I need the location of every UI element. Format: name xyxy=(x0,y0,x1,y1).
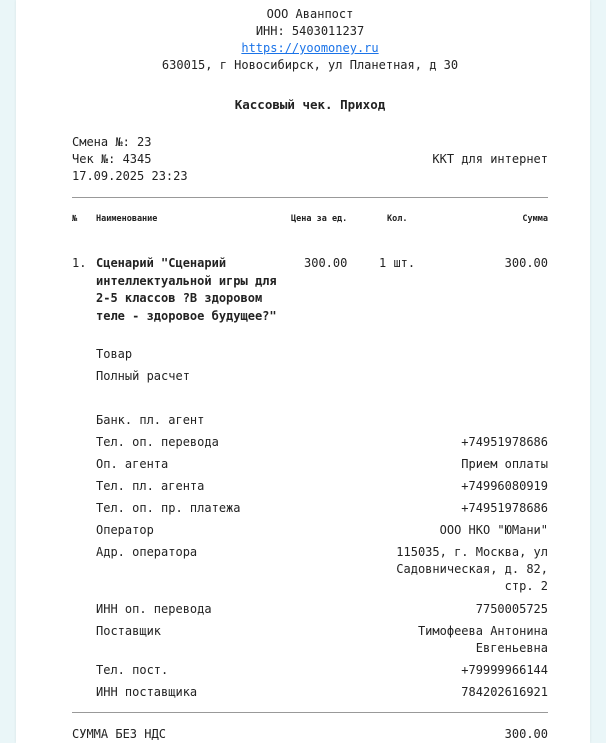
total-no-vat-value: 300.00 xyxy=(504,727,548,741)
supplier-name-line: Тимофеева Антонина xyxy=(417,624,548,638)
supplier-name-line: Евгеньевна xyxy=(475,641,548,655)
col-price: Цена за ед. xyxy=(291,214,348,224)
item-sum: 300.00 xyxy=(504,256,548,270)
detail-value: +74996080919 xyxy=(461,479,548,493)
detail-value: Прием оплаты xyxy=(461,457,548,471)
operator-address-line: Садовническая, д. 82, xyxy=(396,562,548,576)
receipt-datetime: 17.09.2025 23:23 xyxy=(72,169,188,183)
detail-value: +74951978686 xyxy=(461,435,548,449)
supplier-inn-row xyxy=(96,684,548,701)
operator-address-label: Адр. оператора xyxy=(96,545,198,559)
item-qty: 1 шт. xyxy=(379,256,416,270)
item-num: 1. xyxy=(72,256,87,270)
supplier-inn-value: 784202616921 xyxy=(461,685,548,699)
check-number: Чек №: 4345 xyxy=(72,152,152,166)
detail-label: Тел. пл. агента xyxy=(96,479,205,493)
detail-label: Оператор xyxy=(96,523,154,537)
item-payment: Полный расчет xyxy=(96,369,190,383)
item-type: Товар xyxy=(96,347,133,361)
detail-label: Оп. агента xyxy=(96,457,169,471)
supplier-label: Поставщик xyxy=(96,624,162,638)
total-no-vat-row xyxy=(72,726,548,743)
detail-value: +74951978686 xyxy=(461,501,548,515)
inn-transfer-label: ИНН оп. перевода xyxy=(96,602,212,616)
total-no-vat-label: СУММА БЕЗ НДС xyxy=(72,727,166,741)
col-qty: Кол. xyxy=(387,214,408,224)
site-link[interactable]: https://yoomoney.ru xyxy=(241,41,379,55)
detail-value: ООО НКО "ЮМани" xyxy=(439,523,548,537)
item-name: Сценарий "Сценарий интеллектуальной игры для 2-5 классов ?В здоровом теле - здоровое будущее?" xyxy=(96,256,277,323)
company-name: ООО Аванпост xyxy=(266,7,354,21)
divider-bottom xyxy=(72,712,548,713)
divider-top xyxy=(72,197,548,198)
detail-label: Тел. оп. перевода xyxy=(96,435,219,449)
receipt-title: Кассовый чек. Приход xyxy=(234,97,386,112)
detail-row xyxy=(96,478,548,495)
detail-row xyxy=(96,500,548,517)
agent-label: Банк. пл. агент xyxy=(96,413,205,427)
supplier-inn-label: ИНН поставщика xyxy=(96,685,198,699)
supplier-phone-value: +79999966144 xyxy=(461,663,548,677)
inn-transfer-row xyxy=(96,601,548,618)
detail-row xyxy=(96,522,548,539)
item-price: 300.00 xyxy=(304,256,348,270)
company-inn: ИНН: 5403011237 xyxy=(255,24,365,38)
supplier-phone-label: Тел. пост. xyxy=(96,663,169,677)
company-address: 630015, г Новосибирск, ул Планетная, д 30 xyxy=(161,58,459,72)
col-name: Наименование xyxy=(96,214,158,224)
kkt-label: ККТ для интернет xyxy=(432,152,548,166)
col-num: № xyxy=(72,214,78,224)
site-link-wrap xyxy=(72,40,548,57)
operator-address-line: стр. 2 xyxy=(504,579,548,593)
check-row xyxy=(72,151,548,168)
detail-row xyxy=(96,434,548,451)
inn-transfer-value: 7750005725 xyxy=(475,602,548,616)
operator-address-line: 115035, г. Москва, ул xyxy=(396,545,548,559)
operator-address-row xyxy=(96,544,548,561)
supplier-row xyxy=(96,623,548,640)
supplier-phone-row xyxy=(96,662,548,679)
detail-row xyxy=(96,456,548,473)
receipt xyxy=(16,0,590,743)
col-sum: Сумма xyxy=(522,214,548,224)
shift-number: Смена №: 23 xyxy=(72,135,152,149)
detail-label: Тел. оп. пр. платежа xyxy=(96,501,241,515)
